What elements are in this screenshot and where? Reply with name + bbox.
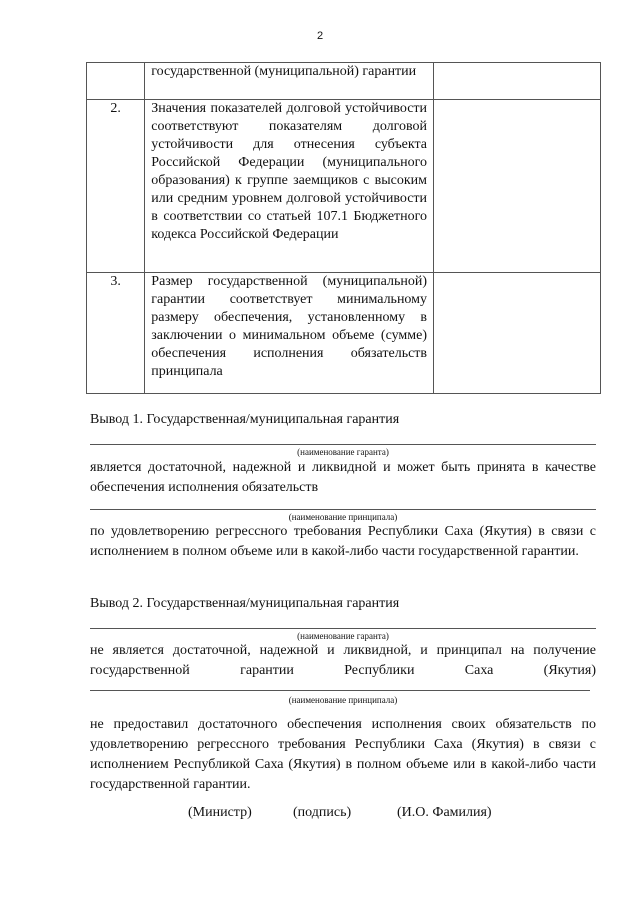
- row-text: государственной (муниципальной) гарантии: [145, 63, 434, 100]
- conclusion2-text: не является достаточной, надежной и ликвидной, и принципал на получение государственной гарантии Республики Саха (Якутия): [90, 643, 596, 678]
- row-number: [87, 63, 145, 100]
- page-number: 2: [316, 30, 324, 42]
- signature-sign: (подпись): [293, 805, 352, 820]
- conclusion2-heading: Вывод 2. Государственная/муниципальная гарантия: [90, 596, 400, 611]
- principal-caption: (наименование принципала): [288, 695, 398, 705]
- conclusion1-heading: Вывод 1. Государственная/муниципальная гарантия: [90, 412, 400, 427]
- criteria-table: [86, 62, 601, 394]
- signature-position: (Министр): [188, 805, 252, 820]
- row-text: Значения показателей долговой устойчивости соответствуют показателям долговой устойчивости для отнесения субъекта Российской Федерации (муниципального образования) к группе заемщиков с высоким или средним уровнем долговой устойчивости в соответствии со статьей 107.1 Бюджетного кодекса Российской Федерации: [145, 100, 434, 273]
- row-result-cell: [434, 100, 601, 273]
- conclusion2-text2: не предоставил достаточного обеспечения исполнения своих обязательств по удовлетворению регрессного требования Республики Саха (Якутия) в связи с исполнением Республикой Саха (Якутия) в полном объеме или в какой-либо части государственной гарантии.: [90, 717, 596, 792]
- row-result-cell: [434, 273, 601, 394]
- principal-line: [90, 509, 596, 510]
- guarantor-line: [90, 628, 596, 629]
- principal-line: [90, 690, 590, 691]
- guarantor-caption: (наименование гаранта): [297, 447, 389, 457]
- principal-caption: (наименование принципала): [288, 512, 398, 522]
- table-row: [87, 63, 601, 100]
- guarantor-line: [90, 444, 596, 445]
- row-text: Размер государственной (муниципальной) гарантии соответствует минимальному размеру обеспечения, установленному в заключении о минимальном объеме (сумме) обеспечения исполнения обязательств принципала: [145, 273, 434, 394]
- row-result-cell: [434, 63, 601, 100]
- conclusion1-text: является достаточной, надежной и ликвидной и может быть принята в качестве обеспечения исполнения обязательств: [90, 460, 596, 495]
- row-number: 3.: [87, 273, 145, 394]
- conclusion1-text2: по удовлетворению регрессного требования Республики Саха (Якутия) в связи с исполнением в полном объеме или в какой-либо части государственной гарантии.: [90, 524, 596, 559]
- row-number: 2.: [87, 100, 145, 273]
- guarantor-caption: (наименование гаранта): [297, 631, 389, 641]
- signature-name: (И.О. Фамилия): [397, 805, 492, 820]
- table-row: [87, 100, 601, 273]
- table-row: [87, 273, 601, 394]
